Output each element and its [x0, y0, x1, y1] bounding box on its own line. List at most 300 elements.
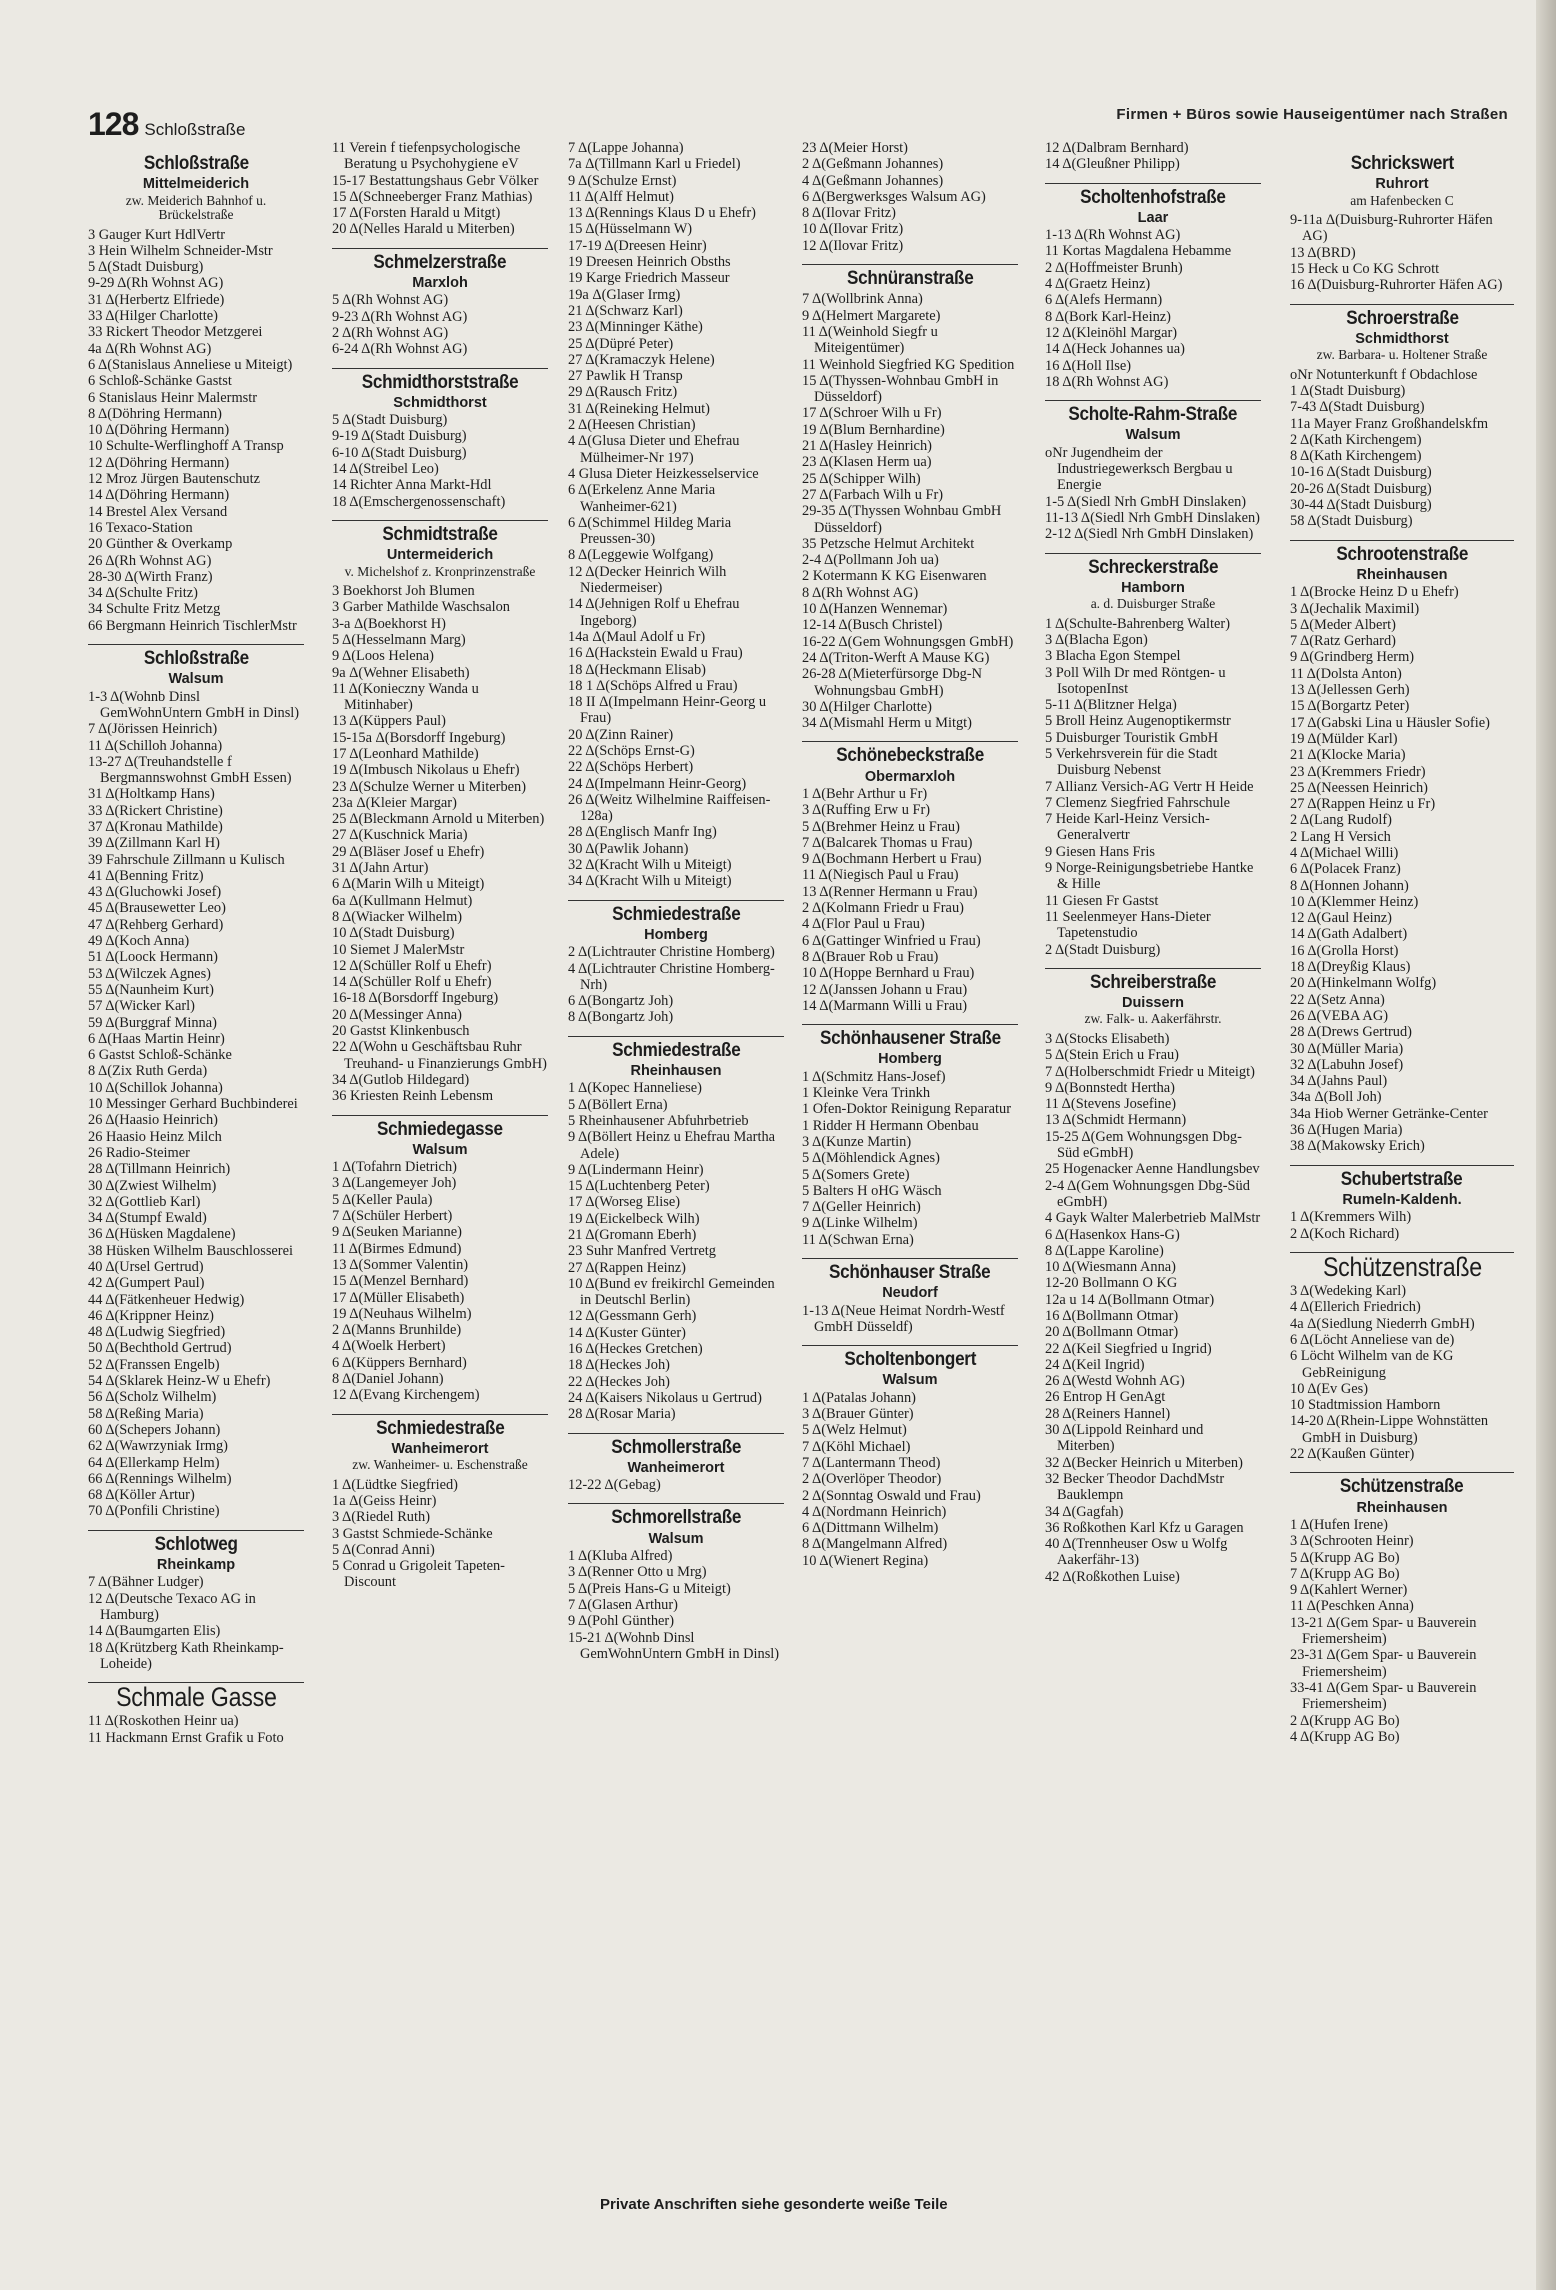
address-entry: 10 Stadtmission Hamborn: [1290, 1397, 1441, 1414]
address-entry: 18 Δ(Emschergenossenschaft): [332, 493, 506, 510]
address-entry: 14 Δ(Gath Adalbert): [1290, 926, 1408, 943]
address-entry: 12 Δ(Deutsche Texaco AG in Hamburg): [88, 1590, 256, 1623]
address-entry: 12 Δ(Gessmann Gerh): [568, 1308, 697, 1325]
address-entry: 34 Δ(Kracht Wilh u Miteigt): [568, 873, 732, 890]
address-entry: 18 Δ(Dreyßig Klaus): [1290, 959, 1411, 976]
address-entry: 10 Δ(Schillok Johanna): [88, 1079, 223, 1096]
district-name: Laar: [1137, 209, 1169, 226]
address-entry: 14a Δ(Maul Adolf u Fr): [568, 628, 706, 645]
address-entry: 1 Kleinke Vera Trinkh: [802, 1085, 931, 1102]
address-entry: 57 Δ(Wicker Karl): [88, 998, 195, 1015]
address-entry: 2 Δ(Sonntag Oswald und Frau): [802, 1487, 981, 1504]
address-entry: 29 Δ(Rausch Fritz): [568, 384, 678, 401]
address-entry: 27 Δ(Kramaczyk Helene): [568, 351, 715, 368]
address-entry: 11 Δ(Alff Helmut): [568, 188, 674, 205]
address-entry: 21 Δ(Schwarz Karl): [568, 302, 683, 319]
address-entry: 6-10 Δ(Stadt Duisburg): [332, 444, 467, 461]
address-entry: 23 Δ(Schulze Werner u Miterben): [332, 778, 527, 795]
address-entry: 4 Δ(Glusa Dieter und Ehefrau Mülheimer-Nr 197): [568, 433, 740, 466]
address-entry: 6 Δ(Bongartz Joh): [568, 993, 674, 1010]
address-entry: 26 Δ(VEBA AG): [1290, 1007, 1388, 1024]
address-entry: 1 Ridder H Hermann Obenbau: [802, 1117, 979, 1134]
address-entry: 33 Δ(Hilger Charlotte): [88, 308, 218, 325]
address-entry: 31 Δ(Holtkamp Hans): [88, 786, 215, 803]
address-entry: 30 Δ(Zwiest Wilhelm): [88, 1177, 217, 1194]
district-name: Walsum: [1125, 427, 1181, 444]
address-entry: 6 Δ(Stanislaus Anneliese u Miteigt): [88, 356, 293, 373]
address-entry: 34 Δ(Jahns Paul): [1290, 1073, 1388, 1090]
address-entry: 6 Δ(Haas Martin Heinr): [88, 1030, 225, 1047]
street-heading: [1045, 400, 1261, 424]
address-entry: 9 Δ(Pohl Günther): [568, 1613, 674, 1630]
street-section: [88, 150, 304, 634]
address-entry: 6a Δ(Kullmann Helmut): [332, 892, 473, 909]
street-heading: [1290, 540, 1514, 564]
address-entry: 14 Richter Anna Markt-Hdl: [332, 477, 492, 494]
address-entry: 11 Δ(Birmes Edmund): [332, 1240, 462, 1257]
address-entry: 17 Δ(Gabski Lina u Häusler Sofie): [1290, 714, 1490, 731]
address-entry: 19 Δ(Blum Bernhardine): [802, 421, 945, 438]
address-entry: 3 Boekhorst Joh Blumen: [332, 583, 475, 600]
address-entry: 7 Δ(Krupp AG Bo): [1290, 1565, 1400, 1582]
street-heading: [332, 520, 548, 544]
address-entry: 16 Δ(Heckes Gretchen): [568, 1341, 703, 1358]
address-entry: 4 Δ(Geßmann Johannes): [802, 172, 944, 189]
address-entry: 29 Δ(Bläser Josef u Ehefr): [332, 843, 485, 860]
street-name: Schubertstraße: [1341, 1168, 1463, 1190]
address-entry: 13 Δ(Schmidt Hermann): [1045, 1112, 1187, 1129]
address-entry: 9 Δ(Loos Helena): [332, 648, 434, 665]
address-entry: 11 Kortas Magdalena Hebamme: [1045, 243, 1232, 260]
address-entry: 2 Δ(Koch Richard): [1290, 1225, 1400, 1242]
address-entry: 1 Δ(Kluba Alfred): [568, 1548, 673, 1565]
address-entry: 47 Δ(Rehberg Gerhard): [88, 916, 224, 933]
address-entry: 12-22 Δ(Gebag): [568, 1477, 661, 1494]
street-section: [1045, 183, 1261, 391]
address-entry: 24 Δ(Triton-Werft A Mause KG): [802, 649, 990, 666]
address-entry: 5 Δ(Conrad Anni): [332, 1541, 435, 1558]
address-entry: 26 Δ(Westd Wohnh AG): [1045, 1373, 1185, 1390]
address-entry: 20 Δ(Zinn Rainer): [568, 726, 674, 743]
district-name: Homberg: [878, 1051, 942, 1068]
address-entry: 15 Δ(Thyssen-Wohnbau GmbH in Düsseldorf): [802, 372, 999, 406]
street-heading: [1290, 1165, 1514, 1189]
header-street: Schloßstraße: [144, 120, 246, 139]
address-entry: 3 Gauger Kurt HdlVertr: [88, 226, 226, 243]
address-entry: 3 Blacha Egon Stempel: [1045, 648, 1181, 665]
address-entry: 23 Δ(Minninger Käthe): [568, 319, 703, 336]
column-4: [802, 140, 1018, 1569]
address-entry: 4 Gayk Walter Malerbetrieb MalMstr: [1045, 1210, 1261, 1227]
address-entry: 3 Δ(Kunze Martin): [802, 1133, 912, 1150]
address-entry: 27 Δ(Rappen Heinz u Fr): [1290, 796, 1436, 813]
address-entry: 14 Δ(Streibel Leo): [332, 461, 439, 478]
address-entry: 16-18 Δ(Borsdorff Ingeburg): [332, 990, 499, 1007]
address-entry: 10 Δ(Döhring Hermann): [88, 422, 230, 439]
street-name: Schmale Gasse: [115, 1682, 277, 1713]
address-entry: 7 Allianz Versich-AG Vertr H Heide: [1045, 778, 1254, 795]
address-entry: 10 Siemet J MalerMstr: [332, 941, 465, 958]
address-entry: 3 Δ(Langemeyer Joh): [332, 1175, 457, 1192]
address-entry: 3 Δ(Jechalik Maximil): [1290, 600, 1420, 617]
district-name: Walsum: [882, 1372, 938, 1389]
address-entry: 20 Δ(Hinkelmann Wolfg): [1290, 975, 1437, 992]
address-entry: 17 Δ(Leonhard Mathilde): [332, 746, 479, 762]
address-entry: 1 Ofen-Doktor Reinigung Reparatur: [802, 1101, 1012, 1118]
address-entry: 2 Δ(Rh Wohnst AG): [332, 324, 449, 341]
street-name: Schmiedestraße: [611, 1039, 741, 1061]
address-entry: 34 Schulte Fritz Metzg: [88, 601, 221, 618]
address-entry: 38 Δ(Makowsky Erich): [1290, 1138, 1425, 1155]
street-extent-note: zw. Falk- u. Aakerfährstr.: [1084, 1011, 1222, 1027]
address-entry: 22 Δ(Setz Anna): [1290, 991, 1385, 1008]
address-entry: 14 Δ(Marmann Willi u Frau): [802, 997, 968, 1014]
address-entry: 50 Δ(Bechthold Gertrud): [88, 1340, 232, 1357]
street-section: [1045, 140, 1261, 173]
street-name: Schönebeckstraße: [836, 745, 984, 767]
address-entry: 7 Heide Karl-Heinz Versich-Generalvertr: [1045, 811, 1210, 844]
street-name: Schmollerstraße: [611, 1436, 741, 1458]
address-entry: 11 Δ(Weinhold Siegfr u Miteigentümer): [802, 323, 938, 357]
address-entry: 14 Brestel Alex Versand: [88, 503, 228, 520]
address-entry: 8 Δ(Wiacker Wilhelm): [332, 908, 463, 925]
street-section: [1045, 553, 1261, 958]
address-entry: 3-a Δ(Boekhorst H): [332, 615, 446, 632]
address-entry: 4a Δ(Siedlung Niederrh GmbH): [1290, 1315, 1475, 1332]
address-entry: 25 Δ(Düpré Peter): [568, 335, 674, 352]
address-entry: 9 Δ(Bochmann Herbert u Frau): [802, 851, 982, 868]
address-entry: 22 Δ(Wohn u Geschäftsbau Ruhr Treuhand- u Finanzierungs GmbH): [332, 1039, 547, 1072]
address-entry: 5 Balters H oHG Wäsch: [802, 1182, 942, 1199]
address-entry: 18 Δ(Rh Wohnst AG): [1045, 373, 1169, 390]
address-entry: 6-24 Δ(Rh Wohnst AG): [332, 341, 468, 358]
address-entry: 6 Δ(Dittmann Wilhelm): [802, 1520, 939, 1537]
address-entry: 42 Δ(Roßkothen Luise): [1045, 1568, 1180, 1585]
address-entry: 5 Δ(Böllert Erna): [568, 1096, 668, 1113]
address-entry: 12a u 14 Δ(Bollmann Otmar): [1045, 1291, 1215, 1308]
address-entry: 20 Günther & Overkamp: [88, 536, 233, 553]
address-entry: 28 Δ(Tillmann Heinrich): [88, 1161, 231, 1178]
address-entry: 13 Δ(Renner Hermann u Frau): [802, 883, 978, 900]
address-entry: 6 Δ(Schimmel Hildeg Maria Preussen-30): [568, 514, 732, 548]
address-entry: 22 Δ(Schöps Herbert): [568, 759, 694, 776]
address-entry: 4 Δ(Michael Willi): [1290, 844, 1399, 861]
address-entry: 9 Δ(Seuken Marianne): [332, 1224, 462, 1241]
street-heading: [1290, 1252, 1514, 1280]
address-entry: 8 Δ(Brauer Rob u Frau): [802, 948, 939, 965]
address-entry: 12 Δ(Kleinöhl Margar): [1045, 324, 1178, 341]
address-entry: 1-13 Δ(Rh Wohnst AG): [1045, 227, 1181, 244]
address-entry: 31 Δ(Jahn Artur): [332, 860, 429, 877]
address-entry: 4a Δ(Rh Wohnst AG): [88, 340, 212, 357]
address-entry: 7 Δ(Balcarek Thomas u Frau): [802, 834, 973, 851]
address-entry: 21 Δ(Klocke Maria): [1290, 747, 1406, 764]
address-entry: 11 Weinhold Siegfried KG Spedition: [802, 356, 1015, 373]
address-entry: 6 Δ(Alefs Hermann): [1045, 292, 1163, 309]
address-entry: 8 Δ(Döhring Hermann): [88, 405, 222, 422]
address-entry: 4 Δ(Woelk Herbert): [332, 1338, 446, 1355]
address-entry: 23-31 Δ(Gem Spar- u Bauverein Friemersheim): [1290, 1647, 1477, 1680]
district-name: Walsum: [412, 1141, 468, 1158]
address-entry: 12 Δ(Dalbram Bernhard): [1045, 140, 1189, 156]
district-name: Rheinkamp: [156, 1557, 236, 1574]
address-entry: 9 Δ(Schulze Ernst): [568, 172, 677, 189]
street-heading: [332, 1414, 548, 1438]
address-entry: 2 Δ(Heesen Christian): [568, 417, 696, 434]
address-entry: 26 Entrop H GenAgt: [1045, 1389, 1166, 1406]
district-name: Marxloh: [412, 275, 468, 292]
page-header-left: [88, 106, 245, 143]
address-entry: 15 Δ(Hüsselmann W): [568, 221, 693, 238]
address-entry: 42 Δ(Gumpert Paul): [88, 1275, 205, 1292]
street-heading: [1290, 150, 1514, 173]
address-entry: 36 Roßkothen Karl Kfz u Garagen: [1045, 1519, 1244, 1536]
address-entry: 16 Δ(Hackstein Ewald u Frau): [568, 645, 743, 662]
district-name: Walsum: [648, 1530, 704, 1547]
district-name: Duissern: [1121, 995, 1185, 1012]
address-entry: 29-35 Δ(Thyssen Wohnbau GmbH Düsseldorf): [802, 503, 1002, 536]
address-entry: 9 Giesen Hans Fris: [1045, 843, 1155, 860]
street-section: [332, 1414, 548, 1591]
address-entry: 7 Δ(Wollbrink Anna): [802, 291, 923, 308]
address-entry: 55 Δ(Naunheim Kurt): [88, 981, 214, 998]
address-entry: 16 Δ(Bollmann Otmar): [1045, 1308, 1179, 1324]
district-name: Rheinhausen: [1356, 1499, 1448, 1516]
street-section: [1290, 540, 1514, 1155]
address-entry: 6 Δ(Löcht Anneliese van de): [1290, 1332, 1455, 1348]
address-entry: 7 Δ(Ratz Gerhard): [1290, 633, 1396, 650]
address-entry: 23 Δ(Meier Horst): [802, 140, 908, 156]
address-entry: 58 Δ(Stadt Duisburg): [1290, 513, 1413, 530]
street-heading: [802, 1024, 1018, 1048]
street-heading: [568, 900, 784, 924]
street-section: [88, 644, 304, 1520]
page-number: 128: [88, 106, 139, 142]
address-entry: 23 Δ(Klasen Herm ua): [802, 454, 932, 471]
street-name: Schroerstraße: [1345, 307, 1459, 329]
address-entry: 10 Δ(Hanzen Wennemar): [802, 601, 948, 618]
address-entry: 21 Δ(Hasley Heinrich): [802, 438, 932, 455]
address-entry: 1a Δ(Geiss Heinr): [332, 1492, 437, 1509]
address-entry: 70 Δ(Ponfili Christine): [88, 1503, 220, 1520]
address-entry: 40 Δ(Ursel Gertrud): [88, 1259, 204, 1275]
address-entry: 20 Gastst Klinkenbusch: [332, 1023, 470, 1040]
address-entry: 64 Δ(Ellerkamp Helm): [88, 1454, 220, 1471]
address-entry: 8 Δ(Ilovar Fritz): [802, 205, 896, 222]
address-entry: 2 Δ(Hoffmeister Brunh): [1045, 259, 1183, 276]
address-entry: 18 Δ(Heckes Joh): [568, 1357, 670, 1374]
street-extent-note: v. Michelshof z. Kronprinzenstraße: [344, 563, 536, 579]
address-entry: 12 Δ(Gaul Heinz): [1290, 910, 1392, 927]
address-entry: 7 Clemenz Siegfried Fahrschule: [1045, 794, 1231, 811]
address-entry: 26 Haasio Heinz Milch: [88, 1128, 222, 1145]
address-entry: 10 Δ(Stadt Duisburg): [332, 925, 455, 942]
address-entry: 17 Δ(Worseg Elise): [568, 1194, 681, 1211]
address-entry: 54 Δ(Sklarek Heinz-W u Ehefr): [88, 1373, 271, 1390]
address-entry: 5 Δ(Meder Albert): [1290, 616, 1396, 633]
address-entry: 11 Δ(Niegisch Paul u Frau): [802, 867, 959, 884]
street-name: Scholtenbongert: [844, 1349, 976, 1371]
address-entry: 12 Δ(Schüller Rolf u Ehefr): [332, 957, 492, 974]
address-entry: 26 Δ(Rh Wohnst AG): [88, 552, 212, 569]
address-entry: 3 Δ(Brauer Günter): [802, 1406, 914, 1423]
street-section: [332, 248, 548, 358]
street-section: [802, 741, 1018, 1014]
address-entry: 21 Δ(Gromann Eberh): [568, 1227, 697, 1243]
address-entry: 15-21 Δ(Wohnb Dinsl GemWohnUntern GmbH in Dinsl): [568, 1629, 780, 1662]
street-heading: [568, 1036, 784, 1060]
address-entry: 5 Rheinhausener Abfuhrbetrieb: [568, 1112, 749, 1129]
address-entry: 18 Δ(Krützberg Kath Rheinkamp-Loheide): [88, 1639, 284, 1672]
street-section: [1290, 1252, 1514, 1463]
address-entry: 51 Δ(Loock Hermann): [88, 949, 218, 966]
address-entry: 5 Verkehrsverein für die Stadt Duisburg Nebenst: [1045, 746, 1218, 779]
address-entry: 8 Δ(Honnen Johann): [1290, 877, 1409, 894]
address-entry: 17 Δ(Forsten Harald u Mitgt): [332, 205, 501, 222]
address-entry: 23 Δ(Kremmers Friedr): [1290, 763, 1426, 780]
address-entry: 15 Δ(Borgartz Peter): [1290, 698, 1410, 715]
address-entry: 19 Δ(Neuhaus Wilhelm): [332, 1305, 472, 1322]
address-entry: 11 Δ(Roskothen Heinr ua): [88, 1713, 239, 1730]
address-entry: 14 Δ(Schüller Rolf u Ehefr): [332, 974, 492, 991]
street-extent-note: zw. Wanheimer- u. Eschenstraße: [352, 1457, 528, 1473]
street-heading: [332, 1115, 548, 1139]
address-entry: 3 Δ(Blacha Egon): [1045, 631, 1148, 648]
address-entry: 10 Δ(Ilovar Fritz): [802, 221, 904, 238]
address-entry: 10 Δ(Ev Ges): [1290, 1380, 1368, 1397]
address-entry: 26 Δ(Haasio Heinrich): [88, 1112, 218, 1129]
address-entry: 11 Δ(Schilloh Johanna): [88, 737, 223, 754]
address-entry: 7 Δ(Lantermann Theod): [802, 1454, 941, 1471]
address-entry: 32 Δ(Becker Heinrich u Miterben): [1045, 1454, 1243, 1471]
address-entry: 24 Δ(Keil Ingrid): [1045, 1356, 1145, 1373]
address-entry: 6 Δ(Marin Wilh u Miteigt): [332, 876, 485, 893]
address-entry: 8 Δ(Bongartz Joh): [568, 1009, 674, 1026]
address-entry: 5 Δ(Stadt Duisburg): [88, 259, 204, 276]
address-entry: 1-13 Δ(Neue Heimat Nordrh-Westf GmbH Düsseldf): [802, 1302, 1005, 1335]
address-entry: 3 Δ(Stocks Elisabeth): [1045, 1030, 1170, 1047]
street-section: [1290, 1165, 1514, 1242]
address-entry: 45 Δ(Brausewetter Leo): [88, 900, 226, 917]
address-entry: 48 Δ(Ludwig Siegfried): [88, 1324, 226, 1341]
address-entry: 34 Δ(Gutlob Hildegard): [332, 1071, 470, 1088]
page-header-right: Firmen + Büros sowie Hauseigentümer nach Straßen: [1116, 106, 1508, 123]
address-entry: 59 Δ(Burggraf Minna): [88, 1014, 217, 1031]
address-entry: 10 Schulte-Werflinghoff A Transp: [88, 438, 284, 455]
address-entry: 30 Δ(Pawlik Johann): [568, 840, 689, 857]
street-name: Schmiedestraße: [375, 1417, 505, 1439]
address-entry: 7 Δ(Jörissen Heinrich): [88, 721, 218, 738]
street-heading: [1045, 553, 1261, 577]
address-entry: 6 Schloß-Schänke Gastst: [88, 373, 232, 390]
address-entry: 22 Δ(Heckes Joh): [568, 1373, 670, 1390]
address-entry: 11a Mayer Franz Großhandelskfm: [1290, 415, 1489, 432]
address-entry: 34 Δ(Schulte Fritz): [88, 585, 198, 602]
address-entry: 5 Δ(Keller Paula): [332, 1191, 433, 1208]
street-section: [1045, 968, 1261, 1585]
address-entry: 52 Δ(Franssen Engelb): [88, 1356, 220, 1373]
address-entry: 10 Messinger Gerhard Buchbinderei: [88, 1096, 298, 1113]
street-section: [802, 264, 1018, 731]
address-entry: 5 Conrad u Grigoleit Tapeten-Discount: [332, 1558, 505, 1591]
address-entry: 46 Δ(Krippner Heinz): [88, 1307, 214, 1324]
address-entry: 30-44 Δ(Stadt Duisburg): [1290, 497, 1432, 514]
street-name: Schmelzerstraße: [373, 251, 507, 273]
address-entry: 10 Δ(Klemmer Heinz): [1290, 893, 1419, 910]
address-entry: 4 Δ(Krupp AG Bo): [1290, 1728, 1400, 1745]
address-entry: 15 Δ(Luchtenberg Peter): [568, 1178, 710, 1195]
address-entry: 19 Dreesen Heinrich Obsths: [568, 254, 731, 271]
address-entry: 11 Δ(Dolsta Anton): [1290, 665, 1402, 682]
street-heading: [1045, 183, 1261, 207]
address-entry: 11 Δ(Schwan Erna): [802, 1231, 914, 1248]
address-entry: 9 Δ(Linke Wilhelm): [802, 1215, 918, 1232]
street-name: Schreckerstraße: [1088, 556, 1218, 578]
address-entry: 23 Suhr Manfred Vertretg: [568, 1243, 717, 1260]
address-entry: 3 Gastst Schmiede-Schänke: [332, 1525, 493, 1542]
address-entry: 15 Heck u Co KG Schrott: [1290, 260, 1440, 277]
address-entry: 13 Δ(Sommer Valentin): [332, 1256, 469, 1273]
street-name: Schützenstraße: [1322, 1251, 1482, 1282]
address-entry: 5 Broll Heinz Augenoptikermstr: [1045, 713, 1231, 730]
address-entry: 8 Δ(Mangelmann Alfred): [802, 1536, 948, 1553]
street-heading: [88, 644, 304, 668]
address-entry: 9-11a Δ(Duisburg-Ruhrorter Häfen AG): [1290, 212, 1493, 245]
address-entry: 3 Δ(Wedeking Karl): [1290, 1283, 1406, 1300]
address-entry: 2-4 Δ(Pollmann Joh ua): [802, 552, 939, 569]
address-entry: 9-19 Δ(Stadt Duisburg): [332, 428, 467, 445]
address-entry: 9 Δ(Kahlert Werner): [1290, 1582, 1408, 1599]
address-entry: 56 Δ(Scholz Wilhelm): [88, 1389, 217, 1406]
street-section: [1290, 304, 1514, 530]
district-name: Schmidthorst: [1355, 330, 1449, 347]
address-entry: 18 1 Δ(Schöps Alfred u Frau): [568, 677, 738, 694]
street-heading: [332, 368, 548, 392]
street-name: Schmidthorststraße: [361, 371, 519, 393]
address-entry: 40 Δ(Trennheuser Osw u Wolfg Aakerfähr-13): [1045, 1536, 1228, 1569]
column-3: [568, 140, 784, 1662]
address-entry: 4 Glusa Dieter Heizkesselservice: [568, 465, 759, 482]
address-entry: 14 Δ(Kuster Günter): [568, 1324, 686, 1341]
address-entry: 12 Δ(Döhring Hermann): [88, 454, 230, 471]
street-section: [332, 140, 548, 238]
address-entry: 6 Δ(Hasenkox Hans-G): [1045, 1226, 1180, 1243]
address-entry: 19 Δ(Eickelbeck Wilh): [568, 1210, 700, 1227]
address-entry: 8 Δ(Leggewie Wolfgang): [568, 547, 714, 564]
page-edge: [1536, 0, 1556, 2290]
street-heading: [802, 1258, 1018, 1282]
address-entry: 22 Δ(Kaußen Günter): [1290, 1446, 1415, 1463]
address-entry: 4 Δ(Graetz Heinz): [1045, 276, 1151, 293]
address-entry: 2 Δ(Stadt Duisburg): [1045, 941, 1161, 958]
address-entry: 11 Δ(Stevens Josefine): [1045, 1096, 1177, 1113]
address-entry: 3 Garber Mathilde Waschsalon: [332, 599, 511, 616]
address-entry: 30 Δ(Lippold Reinhard und Miterben): [1045, 1422, 1204, 1455]
street-name: Schönhausener Straße: [819, 1028, 1001, 1050]
address-entry: 4 Δ(Flor Paul u Frau): [802, 916, 925, 933]
district-name: Rheinhausen: [1356, 566, 1448, 583]
address-entry: 16 Δ(Holl Ilse): [1045, 357, 1131, 374]
address-entry: 37 Δ(Kronau Mathilde): [88, 818, 223, 835]
address-entry: 20-26 Δ(Stadt Duisburg): [1290, 480, 1432, 497]
address-entry: 3 Δ(Renner Otto u Mrg): [568, 1564, 707, 1581]
address-entry: 10 Δ(Wiesmann Anna): [1045, 1259, 1176, 1276]
address-entry: 9 Δ(Bonnstedt Hertha): [1045, 1079, 1175, 1096]
street-heading: [1045, 968, 1261, 992]
street-section: [802, 1258, 1018, 1335]
address-entry: 19 Δ(Mülder Karl): [1290, 730, 1398, 747]
column-2: [332, 140, 548, 1591]
